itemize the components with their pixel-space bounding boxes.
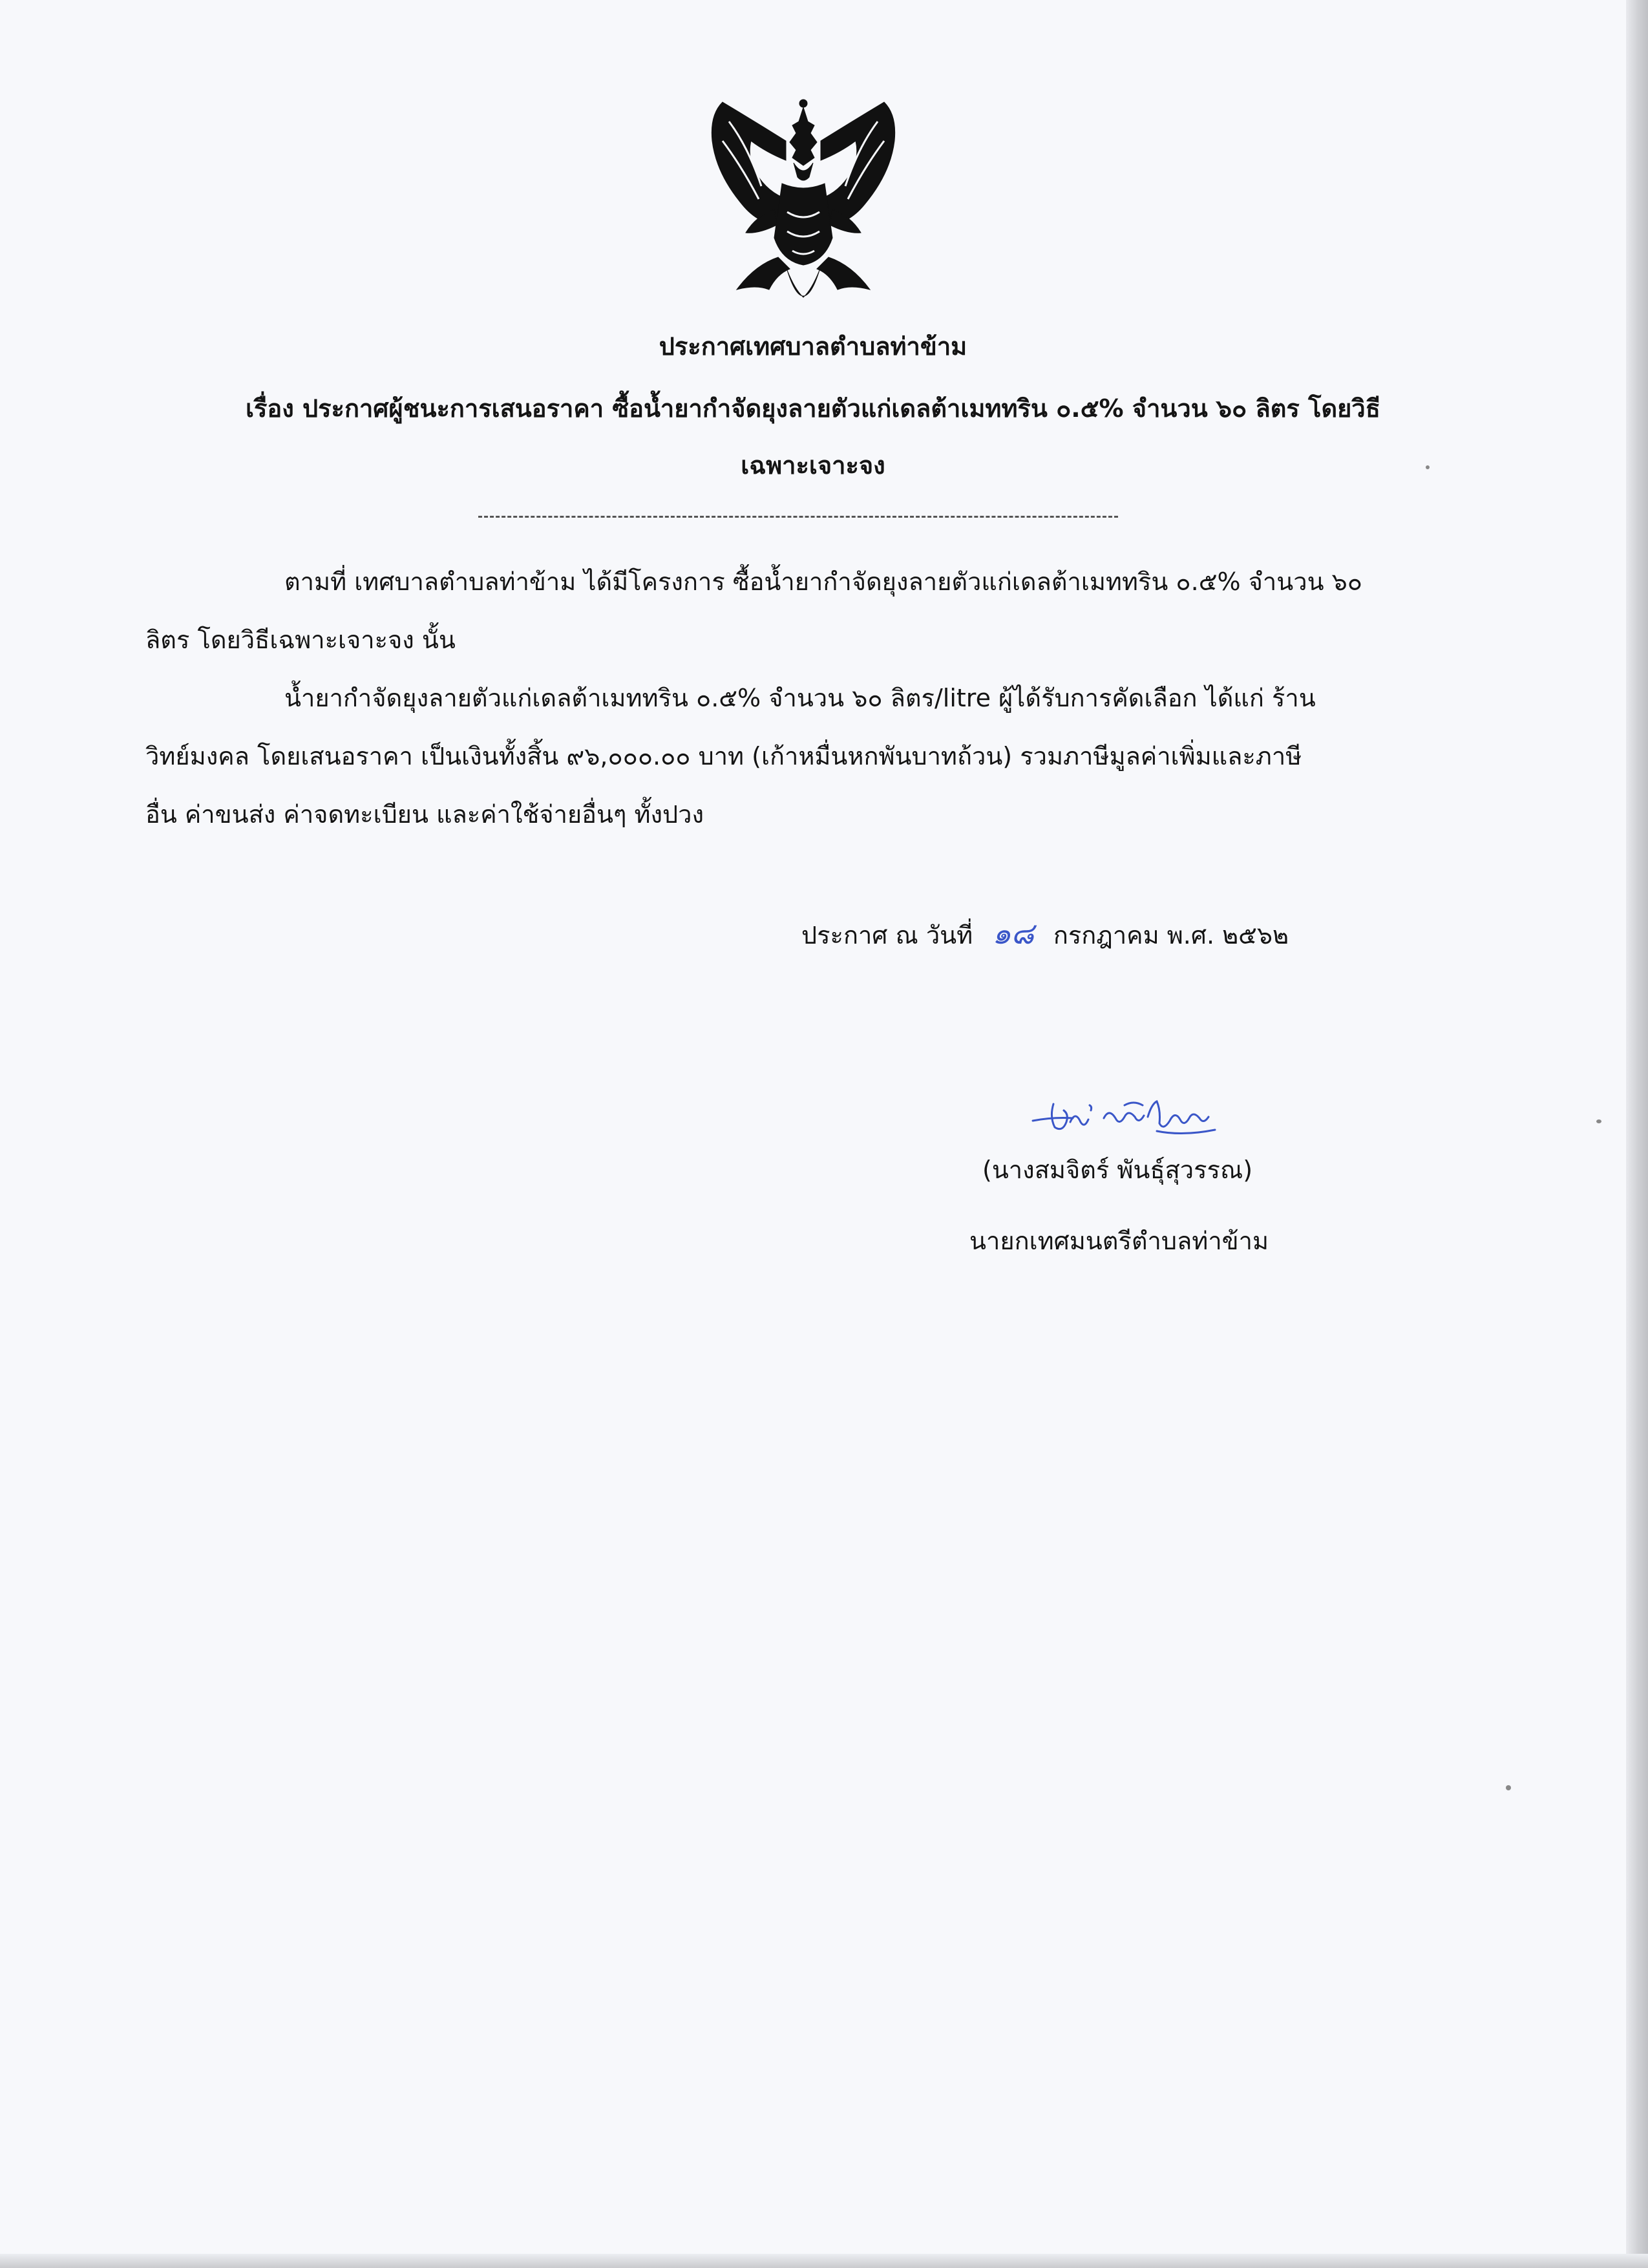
scan-edge-right (1626, 0, 1648, 2268)
signature-image (1028, 1091, 1260, 1143)
scan-edge-bottom (0, 2254, 1648, 2268)
signer-position: นายกเทศมนตรีตำบลท่าข้าม (969, 1227, 1269, 1255)
subject-line-2: เฉพาะเจาะจง (741, 451, 885, 480)
dashed-separator (478, 516, 1118, 518)
paragraph-1-line-2: ลิตร โดยวิธีเฉพาะเจาะจง นั้น (145, 626, 456, 654)
scan-speck (1506, 1785, 1511, 1790)
garuda-emblem-icon (697, 96, 910, 328)
date-suffix: กรกฎาคม พ.ศ. ๒๕๖๒ (1053, 921, 1289, 949)
paragraph-2-line-1: น้ำยากำจัดยุงลายตัวแก่เดลต้าเมททริน ๐.๕% จำนวน ๖๐ ลิตร/litre ผู้ได้รับการคัดเลือก ได้แก่ ร้าน (284, 684, 1316, 712)
date-day-handwritten: ๑๘ (992, 916, 1034, 951)
subject-line-1: เรื่อง ประกาศผู้ชนะการเสนอราคา ซื้อน้ำยากำจัดยุงลายตัวแก่เดลต้าเมททริน ๐.๕% จำนวน ๖๐ ลิตร โดยวิธี (246, 394, 1380, 423)
signer-name: (นางสมจิตร์ พันธุ์สุวรรณ) (982, 1156, 1253, 1184)
paragraph-1-line-1: ตามที่ เทศบาลตำบลท่าข้าม ได้มีโครงการ ซื้อน้ำยากำจัดยุงลายตัวแก่เดลต้าเมททริน ๐.๕% จำนวน ๖๐ (284, 567, 1362, 596)
announcement-date (801, 918, 1289, 951)
scan-speck (1426, 465, 1430, 469)
document-heading: ประกาศเทศบาลตำบลท่าข้าม (659, 332, 967, 361)
date-prefix: ประกาศ ณ วันที่ (801, 921, 973, 949)
scan-speck (1596, 1119, 1601, 1123)
paragraph-2-line-3: อื่น ค่าขนส่ง ค่าจดทะเบียน และค่าใช้จ่ายอื่นๆ ทั้งปวง (145, 800, 704, 829)
paragraph-2-line-2: วิทย์มงคล โดยเสนอราคา เป็นเงินทั้งสิ้น ๙๖,๐๐๐.๐๐ บาท (เก้าหมื่นหกพันบาทถ้วน) รวมภาษีมูลค่าเพิ่มและภาษี (145, 742, 1302, 770)
